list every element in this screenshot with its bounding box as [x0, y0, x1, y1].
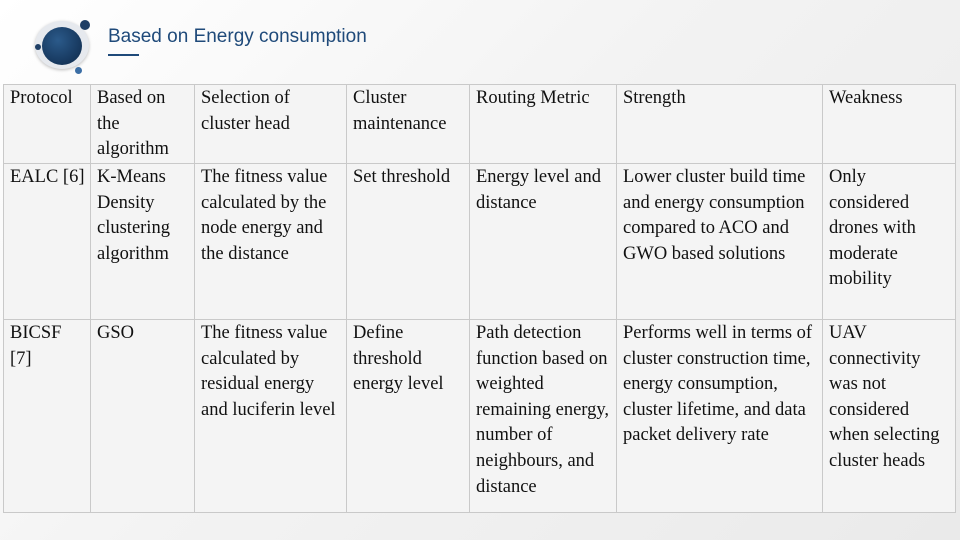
cell-weakness: UAV connectivity was not considered when selecting cluster heads [823, 320, 956, 513]
cell-cluster-maintenance: Define threshold energy level [347, 320, 470, 513]
logo-dot [75, 67, 82, 74]
header-routing-metric: Routing Metric [470, 85, 617, 164]
logo-dot [35, 44, 41, 50]
cell-strength: Performs well in terms of cluster construction time, energy consumption, cluster lifetime, and data packet delivery rate [617, 320, 823, 513]
header-algorithm: Based on the algorithm [91, 85, 195, 164]
cell-cluster-head-selection: The fitness value calculated by residual energy and luciferin level [195, 320, 347, 513]
cell-routing-metric: Energy level and distance [470, 164, 617, 320]
cell-algorithm: K-Means Density clustering algorithm [91, 164, 195, 320]
header-cluster-head-selection: Selection of cluster head [195, 85, 347, 164]
cell-routing-metric: Path detection function based on weighted remaining energy, number of neighbours, and distance [470, 320, 617, 513]
table-row [4, 164, 956, 320]
title-underline [108, 54, 139, 56]
header-strength: Strength [617, 85, 823, 164]
slide-title: Based on Energy consumption [108, 26, 367, 47]
header-cluster-maintenance: Cluster maintenance [347, 85, 470, 164]
circle-logo-icon [42, 27, 82, 65]
cell-algorithm: GSO [91, 320, 195, 513]
logo [35, 18, 93, 70]
cell-protocol: BICSF [7] [4, 320, 91, 513]
cell-strength: Lower cluster build time and energy consumption compared to ACO and GWO based solutions [617, 164, 823, 320]
header-protocol: Protocol [4, 85, 91, 164]
cell-cluster-head-selection: The fitness value calculated by the node energy and the distance [195, 164, 347, 320]
header-weakness: Weakness [823, 85, 956, 164]
table-header-row [4, 85, 956, 164]
cell-protocol: EALC [6] [4, 164, 91, 320]
comparison-table [3, 84, 956, 513]
table-row [4, 320, 956, 513]
logo-dot [80, 20, 90, 30]
cell-cluster-maintenance: Set threshold [347, 164, 470, 320]
cell-weakness: Only considered drones with moderate mobility [823, 164, 956, 320]
